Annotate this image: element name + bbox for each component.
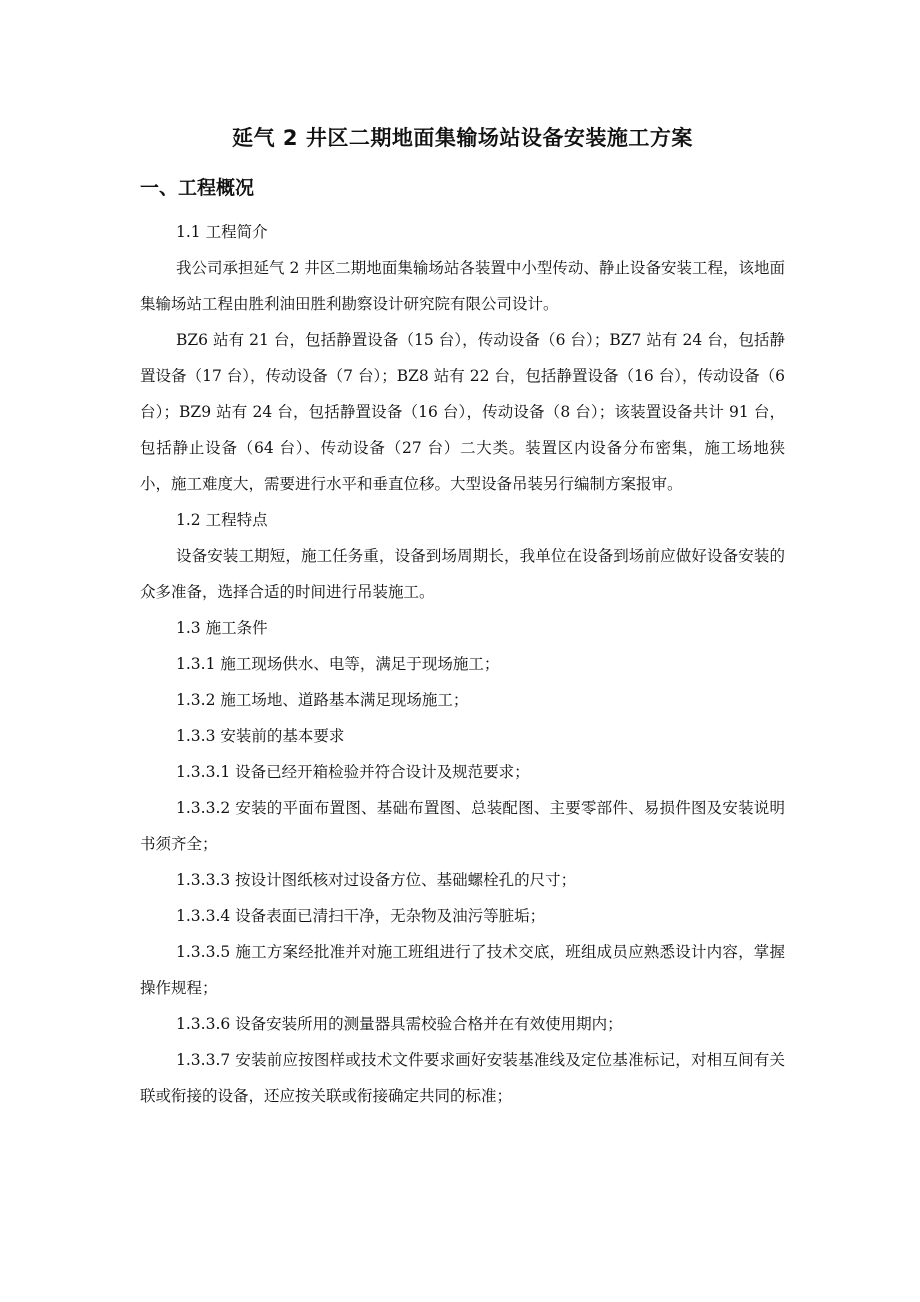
paragraph-equipment-count: BZ6 站有 21 台，包括静置设备（15 台），传动设备（6 台）；BZ7 站有 24 台，包括静置设备（17 台），传动设备（7 台）；BZ8 站有 22 台，包括静置设备（16 台），传动设备（6 台）；BZ9 站有 24 台，包括静置设备（16 台），传动设备（8 台）；该装置设备共计 91 台，包括静止设备（64 台）、传动设备（27 台）二大类。装置区内设备分布密集，施工场地狭小，施工难度大，需要进行水平和垂直位移。大型设备吊装另行编制方案报审。	[140, 331, 785, 493]
item-1-3-3-7: 1.3.3.7 安装前应按图样或技术文件要求画好安装基准线及定位基准标记，对相互间有关联或衔接的设备，还应按关联或衔接确定共同的标准；	[140, 1051, 785, 1105]
subsection-title-1-2: 1.2 工程特点	[176, 511, 268, 529]
subsection-title-1-1: 1.1 工程简介	[176, 223, 268, 241]
item-1-3-3-3: 1.3.3.3 按设计图纸核对过设备方位、基础螺栓孔的尺寸；	[176, 871, 577, 889]
item-1-3-1: 1.3.1 施工现场供水、电等，满足于现场施工；	[176, 655, 500, 673]
item-1-3-3: 1.3.3 安装前的基本要求	[176, 727, 345, 745]
document-title: 延气 2 井区二期地面集输场站设备安装施工方案	[232, 126, 693, 150]
item-1-3-3-6: 1.3.3.6 设备安装所用的测量器具需校验合格并在有效使用期内；	[176, 1015, 623, 1033]
item-1-3-2: 1.3.2 施工场地、道路基本满足现场施工；	[176, 691, 469, 709]
paragraph-project-features: 设备安装工期短，施工任务重，设备到场周期长，我单位在设备到场前应做好设备安装的众多准备，选择合适的时间进行吊装施工。	[140, 547, 785, 601]
item-1-3-3-2: 1.3.3.2 安装的平面布置图、基础布置图、总装配图、主要零部件、易损件图及安装说明书须齐全；	[140, 799, 785, 853]
paragraph-project-intro: 我公司承担延气 2 井区二期地面集输场站各装置中小型传动、静止设备安装工程，该地面集输场站工程由胜利油田胜利勘察设计研究院有限公司设计。	[140, 259, 785, 313]
section-heading-overview: 一、工程概况	[140, 177, 255, 199]
subsection-title-1-3: 1.3 施工条件	[176, 619, 268, 637]
document-body	[140, 214, 785, 1114]
item-1-3-3-1: 1.3.3.1 设备已经开箱检验并符合设计及规范要求；	[176, 763, 530, 781]
item-1-3-3-4: 1.3.3.4 设备表面已清扫干净，无杂物及油污等脏垢；	[176, 907, 546, 925]
item-1-3-3-5: 1.3.3.5 施工方案经批准并对施工班组进行了技术交底，班组成员应熟悉设计内容，掌握操作规程；	[140, 943, 785, 997]
